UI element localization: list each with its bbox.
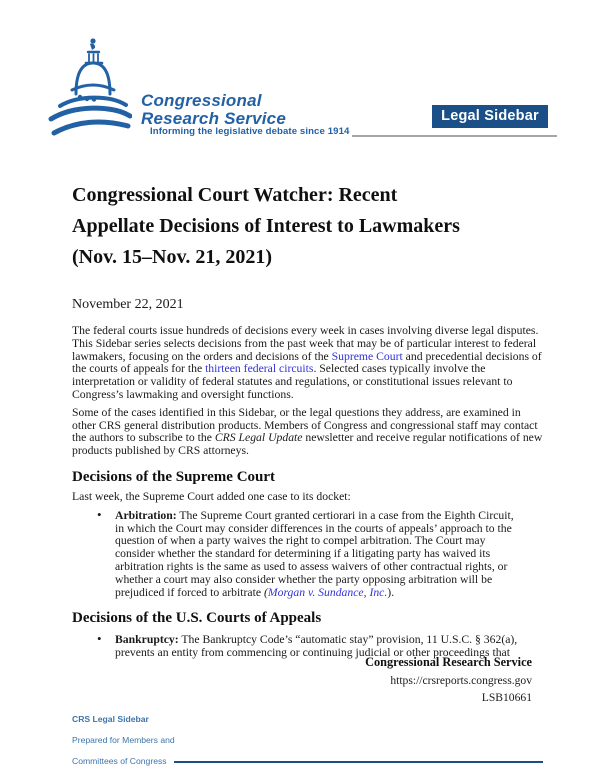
text-segment: newsletter and receive regular notifications of new products published by CRS attorneys.: [72, 431, 543, 458]
header-divider: [352, 135, 557, 137]
bullet-list: [72, 510, 545, 600]
hyperlink[interactable]: Morgan v. Sundance, Inc.: [267, 585, 388, 599]
crs-tagline: Informing the legislative debate since 1914: [150, 126, 350, 137]
text-segment: and precedential decisions of the courts of appeals for the: [72, 349, 542, 376]
crs-wordmark: [141, 92, 286, 127]
section-courts-of-appeals: [72, 609, 545, 660]
text-segment: . Selected cases typically involve the interpretation or validity of federal statutes and regulations, or constitutional issues relevant to Congress’s lawmaking and oversight functions.: [72, 362, 513, 401]
document-id: LSB10661: [481, 691, 532, 704]
footer-committees-line: Committees of Congress: [72, 756, 167, 766]
footer-org-name: Congressional Research Service: [365, 655, 532, 669]
hyperlink[interactable]: thirteen federal circuits: [205, 362, 314, 376]
section-supreme-court: [72, 468, 545, 599]
text-segment: The Supreme Court granted certiorari in a case from the Eighth Circuit, in which the Court may consider differences in the courts of appeals’ approach to the question of when a party waives the right to compel arbitration. The Court may consider whether the standard for determining if a litigating party has waived its arbitration rights is the same as used to assess waivers of other contractual rights, or whether a court may also consider whether the party opposing arbitration will be prejudiced if forced to arbitrate: [115, 508, 514, 599]
footer-prepared-line: Prepared for Members and: [72, 735, 175, 745]
crs-reports-url[interactable]: https://crsreports.congress.gov: [390, 674, 532, 687]
footer-right: [365, 655, 532, 704]
footer-left: [72, 714, 543, 766]
crs-wordmark-line2: Research Service: [141, 108, 286, 128]
text-segment: CRS Legal Update: [214, 431, 303, 445]
text-segment: ).: [387, 585, 395, 599]
page-title-line: (Nov. 15–Nov. 21, 2021): [72, 246, 272, 268]
text-segment: Arbitration:: [115, 508, 177, 522]
publication-date: November 22, 2021: [72, 297, 184, 312]
page-title-line: Congressional Court Watcher: Recent: [72, 184, 398, 206]
text-segment: Bankruptcy:: [115, 633, 179, 647]
section-heading-courts-of-appeals: Decisions of the U.S. Courts of Appeals: [72, 610, 322, 627]
crs-wordmark-line1: Congressional: [141, 91, 262, 110]
text-segment: Some of the cases identified in this Sidebar, or the legal questions they address, are examined in other CRS general distribution products. Members of Congress and congressional staff may contact the authors to subscribe to the: [72, 405, 538, 445]
legal-sidebar-badge: Legal Sidebar: [432, 105, 548, 128]
text-segment: The Bankruptcy Code’s “automatic stay” provision, 11 U.S.C. § 362(a), prevents an entity from commencing or continuing judicial or other proceedings that: [115, 633, 518, 660]
page-title: [72, 180, 545, 273]
section-heading-supreme-court: Decisions of the Supreme Court: [72, 468, 276, 485]
section-lead: Last week, the Supreme Court added one case to its docket:: [72, 489, 351, 503]
page-title-line: Appellate Decisions of Interest to Lawmakers: [72, 215, 460, 237]
text-segment: The federal courts issue hundreds of decisions every week in cases involving diverse legal disputes. This Sidebar series selects decisions from the past week that may be of particular interest to federal lawmakers, focusing on the orders and decisions of the: [72, 324, 539, 363]
hyperlink[interactable]: Supreme Court: [331, 349, 403, 363]
document-body: [72, 180, 545, 665]
text-segment: (: [263, 585, 268, 599]
capitol-dome-icon: [44, 36, 132, 142]
bullet-arbitration: [72, 510, 545, 600]
intro-paragraph-1: [72, 325, 545, 402]
intro-paragraph-2: [72, 407, 545, 458]
footer-series-label: CRS Legal Sidebar: [72, 714, 149, 724]
footer-divider: [174, 761, 543, 763]
